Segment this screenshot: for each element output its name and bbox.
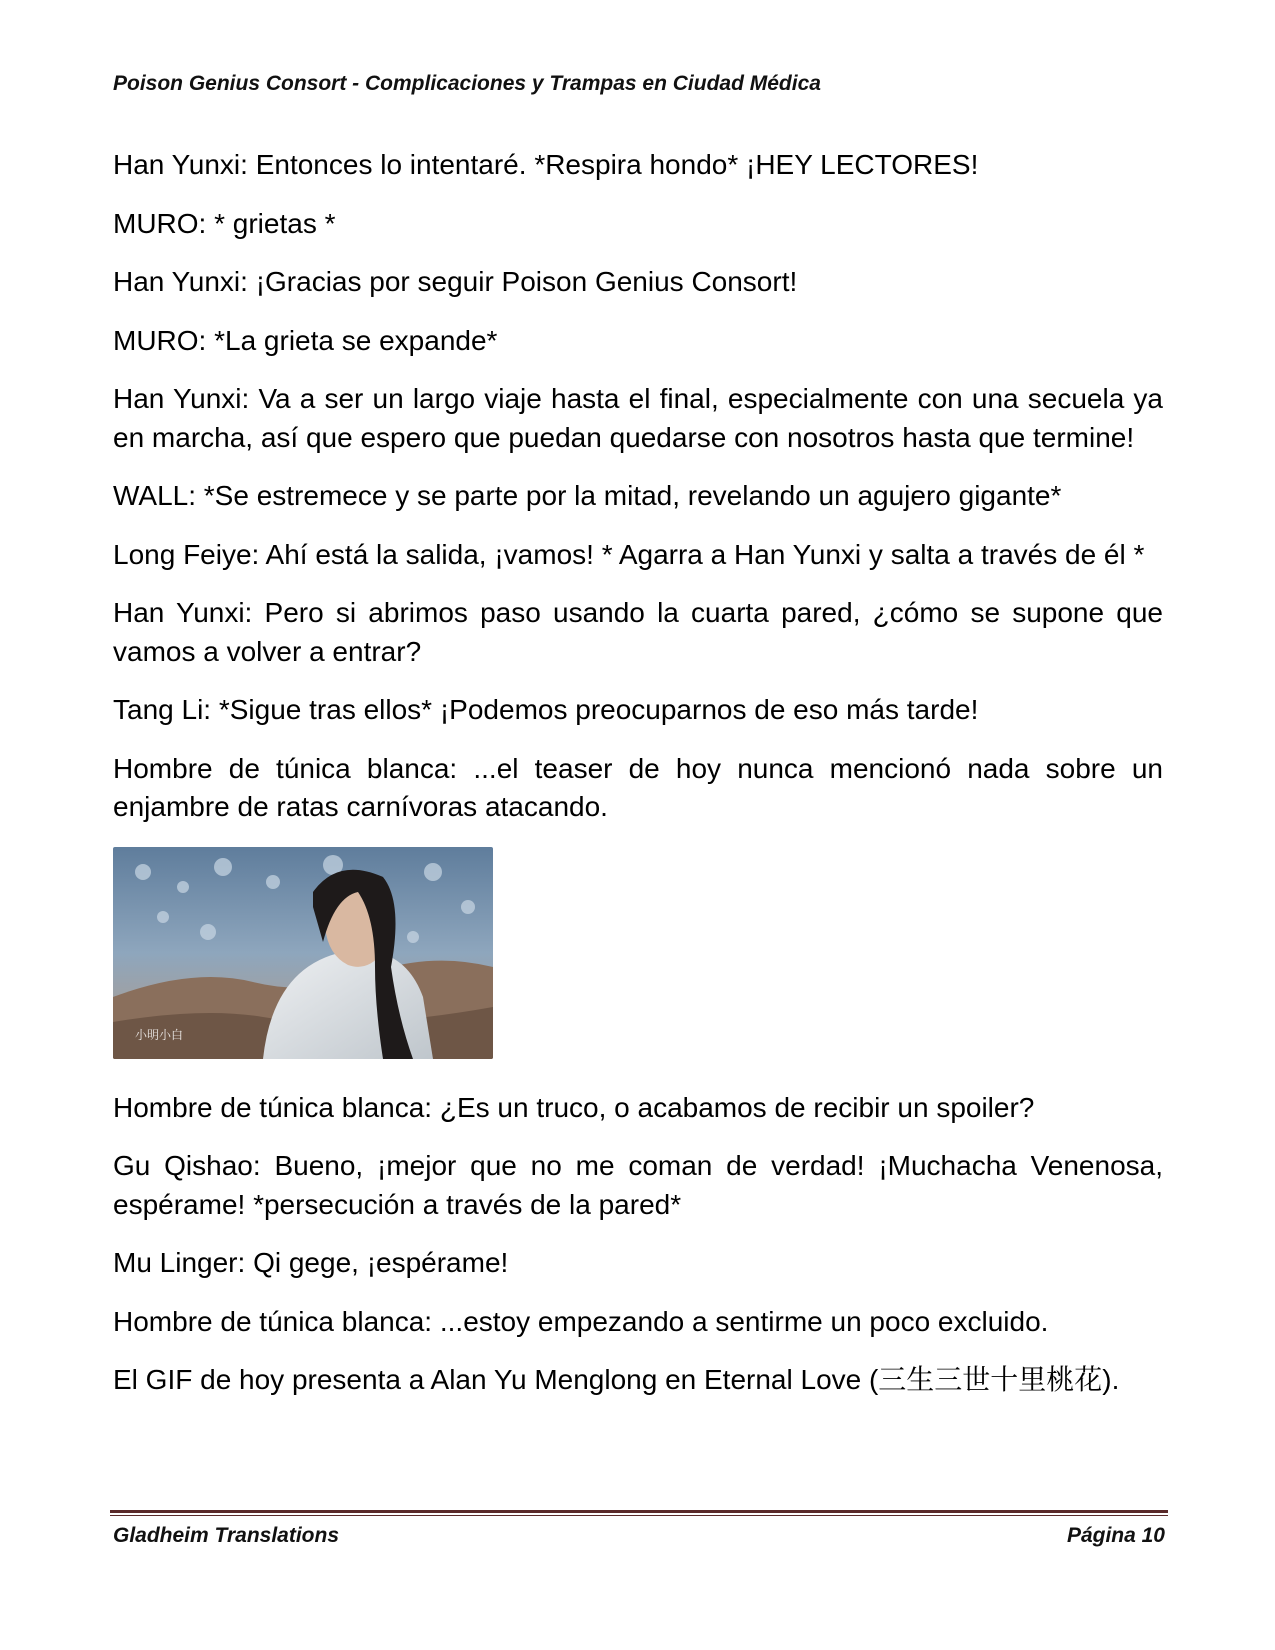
paragraph: MURO: * grietas * (113, 207, 336, 239)
paragraph: Gu Qishao: Bueno, ¡mejor que no me coman de verdad! ¡Muchacha Venenosa, espérame! *persecución a través de la pared* (113, 1150, 1163, 1220)
paragraph: Tang Li: *Sigue tras ellos* ¡Podemos preocuparnos de eso más tarde! (113, 694, 979, 725)
paragraph: MURO: *La grieta se expande* (113, 324, 498, 356)
document-body (113, 146, 1163, 1420)
paragraph: Hombre de túnica blanca: ...estoy empezando a sentirme un poco excluido. (113, 1305, 1049, 1337)
paragraph: Hombre de túnica blanca: ¿Es un truco, o acabamos de recibir un spoiler? (113, 1091, 1035, 1123)
footer-publisher: Gladheim Translations (113, 1524, 340, 1547)
paragraph: Han Yunxi: ¡Gracias por seguir Poison Genius Consort! (113, 266, 798, 297)
paragraph: Han Yunxi: Entonces lo intentaré. *Respira hondo* ¡HEY LECTORES! (113, 149, 979, 180)
paragraph: El GIF de hoy presenta a Alan Yu Menglong en Eternal Love (三生三世十里桃花). (113, 1364, 1120, 1395)
paragraph: Hombre de túnica blanca: ...el teaser de hoy nunca mencionó nada sobre un enjambre de ratas carnívoras atacando. (113, 752, 1163, 822)
footer-divider (110, 1510, 1168, 1516)
paragraph: Han Yunxi: Pero si abrimos paso usando la cuarta pared, ¿cómo se supone que vamos a volver a entrar? (113, 597, 1163, 667)
paragraph: Mu Linger: Qi gege, ¡espérame! (113, 1247, 509, 1278)
running-header: Poison Genius Consort - Complicaciones y Trampas en Ciudad Médica (113, 72, 821, 95)
gif-image (113, 847, 493, 1059)
paragraph: Long Feiye: Ahí está la salida, ¡vamos! * Agarra a Han Yunxi y salta a través de él * (113, 538, 1145, 570)
page-number: Página 10 (1066, 1524, 1165, 1547)
watermark-text: 小明小白 (135, 1027, 184, 1042)
paragraph: Han Yunxi: Va a ser un largo viaje hasta el final, especialmente con una secuela ya en marcha, así que espero que puedan quedarse con nosotros hasta que termine! (113, 383, 1163, 453)
paragraph: WALL: *Se estremece y se parte por la mitad, revelando un agujero gigante* (113, 480, 1062, 511)
